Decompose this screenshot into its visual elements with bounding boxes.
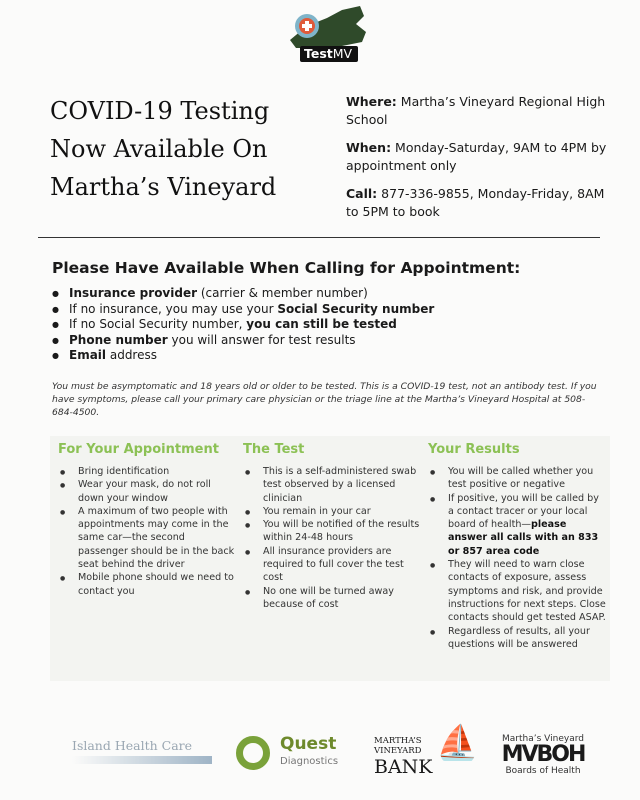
list-item: ● Wear your mask, do not roll down your window: [58, 478, 236, 505]
list-item: ● No one will be turned away because of cost: [243, 585, 421, 612]
list-item: ● Bring identification: [58, 465, 236, 478]
event-info: [346, 93, 616, 231]
logo-bar: [72, 756, 212, 764]
list-item: ● All insurance providers are required to full cover the test cost: [243, 545, 421, 585]
island-health-care-logo: [72, 738, 212, 764]
item-text: If positive, you will be called by a contact tracer or your local board of health—: [448, 492, 599, 531]
column-heading: Your Results: [428, 442, 520, 457]
test-column: [243, 442, 421, 611]
requirements-list: [52, 286, 434, 364]
list-item: ● Mobile phone should we need to contact you: [58, 571, 236, 598]
quest-sub-text: Diagnostics: [280, 756, 339, 767]
item-text: address: [106, 348, 157, 362]
marthas-vineyard-bank-logo: [374, 723, 479, 778]
island-health-care-text: Island Health Care: [72, 738, 193, 753]
eligibility-note: You must be asymptomatic and 18 years old or older to be tested. This is a COVID-19 test, not an antibody test. If you have symptoms, please call your primary care physician or the triage line at the Martha’s Vineyard Hospital at 508-684-4500.: [52, 381, 597, 418]
list-item: [52, 302, 434, 318]
when-label: When:: [346, 140, 392, 155]
item-text: If no insurance, you may use your: [69, 301, 278, 316]
list-item: ● Regardless of results, all your questions will be answered: [428, 625, 606, 652]
where-label: Where:: [346, 94, 397, 109]
bank-line: VINEYARD: [374, 746, 422, 756]
where-info: [346, 93, 616, 129]
quest-text: Quest: [280, 734, 337, 754]
list-item: ● You will be notified of the results within 24-48 hours: [243, 518, 421, 545]
list-item: [52, 333, 434, 349]
mvboh-top: Martha’s Vineyard: [502, 734, 584, 744]
list-item: ● A maximum of two people with appointments may come in the same car—the second passenger should be in the back seat behind the driver: [58, 505, 236, 571]
item-text: If no Social Security number,: [69, 317, 247, 331]
logo-text-light: MV: [332, 46, 353, 61]
item-bold: you can still be tested: [246, 317, 397, 331]
item-bold: Phone number: [69, 332, 168, 347]
list-item: ● This is a self-administered swab test observed by a licensed clinician: [243, 465, 421, 505]
list-item: [428, 492, 606, 558]
logo-text-bold: Test: [304, 46, 333, 61]
info-columns: [50, 436, 610, 681]
item-text: you will answer for test results: [167, 332, 356, 347]
column-heading: For Your Appointment: [58, 442, 219, 457]
item-bold: Email: [69, 348, 107, 362]
item-text: (carrier & member number): [197, 286, 368, 300]
list-item: ● They will need to warn close contacts of exposure, assess symptoms and risk, and provide instructions for next steps. Close contacts should get tested ASAP.: [428, 558, 606, 624]
when-info: [346, 139, 616, 175]
call-label: Call:: [346, 186, 378, 201]
list-item: [52, 317, 434, 333]
appointment-column: [58, 442, 236, 598]
item-bold: Insurance provider: [69, 286, 198, 300]
bank-line: MARTHA’S: [374, 736, 422, 746]
where-value: Martha’s Vineyard Regional High School: [346, 94, 606, 127]
mvboh-text: MVBOH: [501, 742, 585, 767]
ship-icon: ⛵: [436, 723, 479, 763]
call-info: [346, 185, 616, 221]
results-column: [428, 442, 606, 651]
requirements-heading: Please Have Available When Calling for Appointment:: [52, 259, 521, 277]
bank-line: BANK: [374, 756, 433, 778]
item-bold: Social Security number: [277, 301, 435, 316]
list-item: ● You will be called whether you test positive or negative: [428, 465, 606, 492]
column-heading: The Test: [243, 442, 305, 457]
page-title: COVID-19 Testing Now Available On Martha’s Vineyard: [50, 97, 277, 201]
call-value: 877-336-9855, Monday-Friday, 8AM to 5PM to book: [346, 186, 605, 219]
mvboh-logo: [500, 734, 586, 776]
testmv-logo: [282, 2, 372, 64]
divider: [38, 237, 600, 238]
list-item: [52, 286, 434, 302]
list-item: ● You remain in your car: [243, 505, 421, 518]
sponsor-logos: [0, 723, 640, 788]
mvboh-sub: Boards of Health: [505, 766, 581, 776]
list-item: [52, 348, 434, 364]
when-value: Monday-Saturday, 9AM to 4PM by appointment only: [346, 140, 607, 173]
quest-icon: [236, 736, 270, 770]
item-bold: please answer all calls with an 833 or 857 area code: [448, 519, 599, 557]
